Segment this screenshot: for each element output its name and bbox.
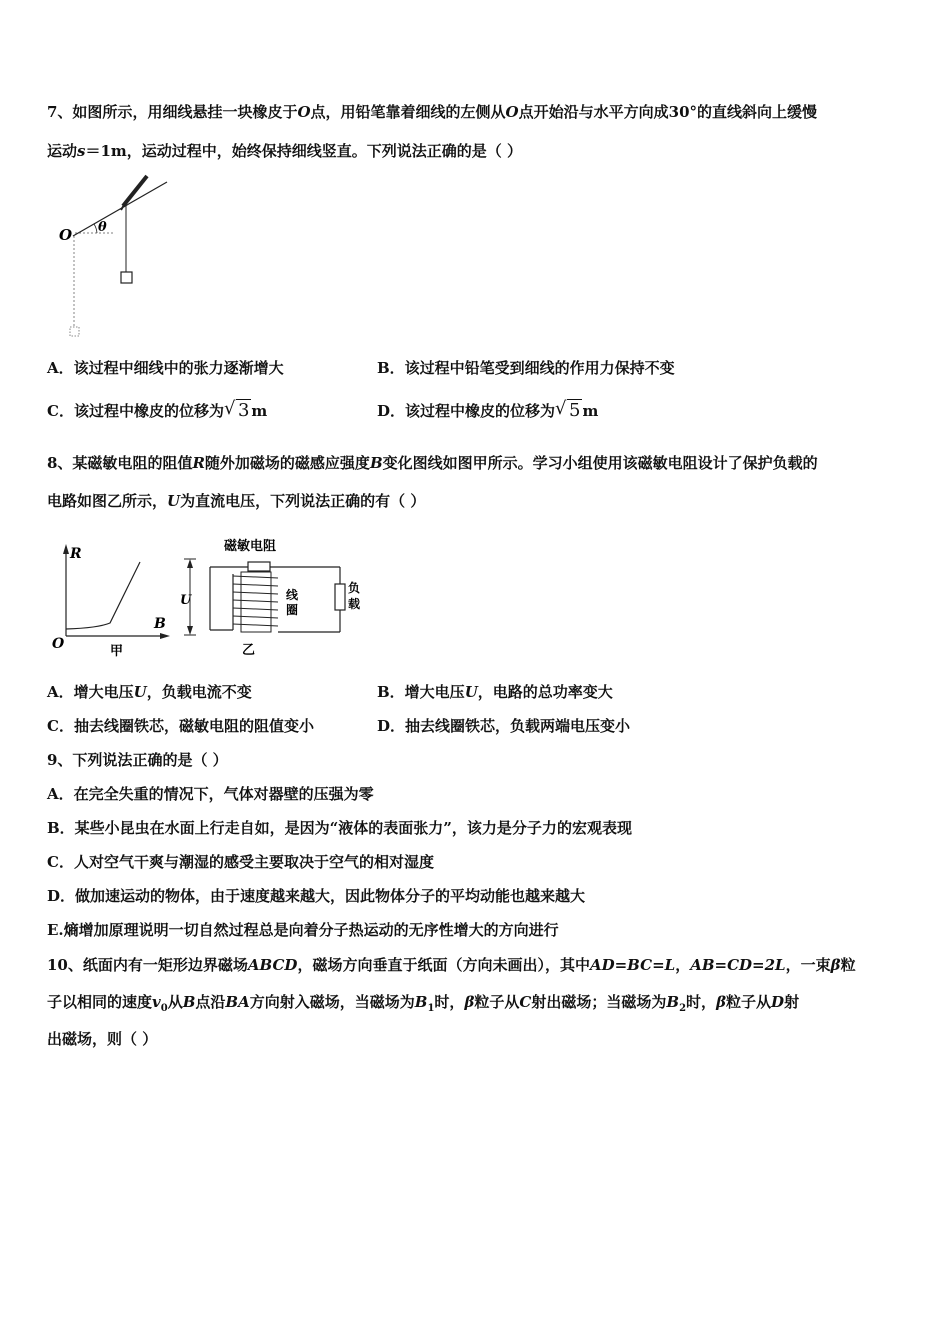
q10-stem-line3: 出磁场，则（ ） <box>47 1030 158 1048</box>
q8-fig-axis-B: B <box>154 616 166 632</box>
q8-fig-axis-R: R <box>70 546 82 562</box>
q8-fig-resistor-label: 磁敏电阻 <box>224 539 277 554</box>
q8-stem-line1: 8、某磁敏电阻的阻值R随外加磁场的磁感应强度B变化图线如图甲所示。学习小组使用该磁敏电阻设计了保护负载的 <box>47 454 818 472</box>
q8-fig-coil-label-2: 圈 <box>286 603 299 617</box>
q9-option-b[interactable]: B．某些小昆虫在水面上行走自如，是因为“液体的表面张力”，该力是分子力的宏观表现 <box>47 819 632 837</box>
q8-fig-voltage-label: U <box>180 593 192 608</box>
q7-figure <box>55 170 185 345</box>
q7-option-a[interactable]: A．该过程中细线中的张力逐渐增大 <box>47 359 284 377</box>
q7-fig-label-theta: θ <box>98 220 107 235</box>
q7-option-b[interactable]: B．该过程中铅笔受到细线的作用力保持不变 <box>377 359 675 377</box>
q10-stem-line2: 子以相同的速度$v_0$从B点沿BA方向射入磁场，当磁场为$B_1$时，β粒子从C射出磁场；当磁场为$B_2$时，β粒子从D射 <box>47 993 800 1014</box>
q9-option-c[interactable]: C．人对空气干爽与潮湿的感受主要取决于空气的相对湿度 <box>47 853 434 871</box>
q9-option-a[interactable]: A．在完全失重的情况下，气体对器壁的压强为零 <box>47 785 374 803</box>
q8-graph-jia <box>48 540 173 660</box>
q8-option-b[interactable]: B．增大电压U，电路的总功率变大 <box>377 683 613 701</box>
q9-stem: 9、下列说法正确的是（ ） <box>47 751 228 769</box>
q8-option-d[interactable]: D．抽去线圈铁芯，负载两端电压变小 <box>377 717 631 735</box>
q8-option-a[interactable]: A．增大电压U，负载电流不变 <box>47 683 252 701</box>
sqrt-3: √ 3 <box>223 398 250 421</box>
sqrt-5: √ 5 <box>555 398 581 421</box>
q8-fig-caption-jia: 甲 <box>110 644 124 659</box>
q8-fig-caption-yi: 乙 <box>242 643 256 658</box>
q9-option-e[interactable]: E.熵增加原理说明一切自然过程总是向着分子热运动的无序性增大的方向进行 <box>47 921 559 939</box>
q8-option-c[interactable]: C．抽去线圈铁芯，磁敏电阻的阻值变小 <box>47 717 314 735</box>
q10-stem-line1: 10、纸面内有一矩形边界磁场ABCD，磁场方向垂直于纸面（方向未画出），其中AD=BC=L，AB=CD=2L，一束β粒 <box>47 956 856 974</box>
q7-fig-label-O: O <box>59 226 73 244</box>
q8-stem-line2: 电路如图乙所示，U为直流电压，下列说法正确的有（ ） <box>47 492 426 510</box>
q7-stem-line1: 7、如图所示，用细线悬挂一块橡皮于O点，用铅笔靠着细线的左侧从O点开始沿与水平方向成30°的直线斜向上缓慢 <box>47 103 818 121</box>
q8-circuit-yi <box>178 532 368 662</box>
q8-fig-coil-label-1: 线 <box>286 588 299 602</box>
q8-fig-load-label-2: 载 <box>348 597 361 611</box>
q8-fig-origin: O <box>52 636 65 652</box>
q8-fig-load-label-1: 负 <box>348 581 361 595</box>
q9-option-d[interactable]: D．做加速运动的物体，由于速度越来越大，因此物体分子的平均动能也越来越大 <box>47 887 586 905</box>
q7-option-c[interactable]: C．该过程中橡皮的位移为 √ 3 m <box>47 398 268 421</box>
q7-option-d[interactable]: D．该过程中橡皮的位移为 √ 5 m <box>377 398 599 421</box>
q7-stem-line2: 运动s＝1m，运动过程中，始终保持细线竖直。下列说法正确的是（ ） <box>47 142 523 160</box>
